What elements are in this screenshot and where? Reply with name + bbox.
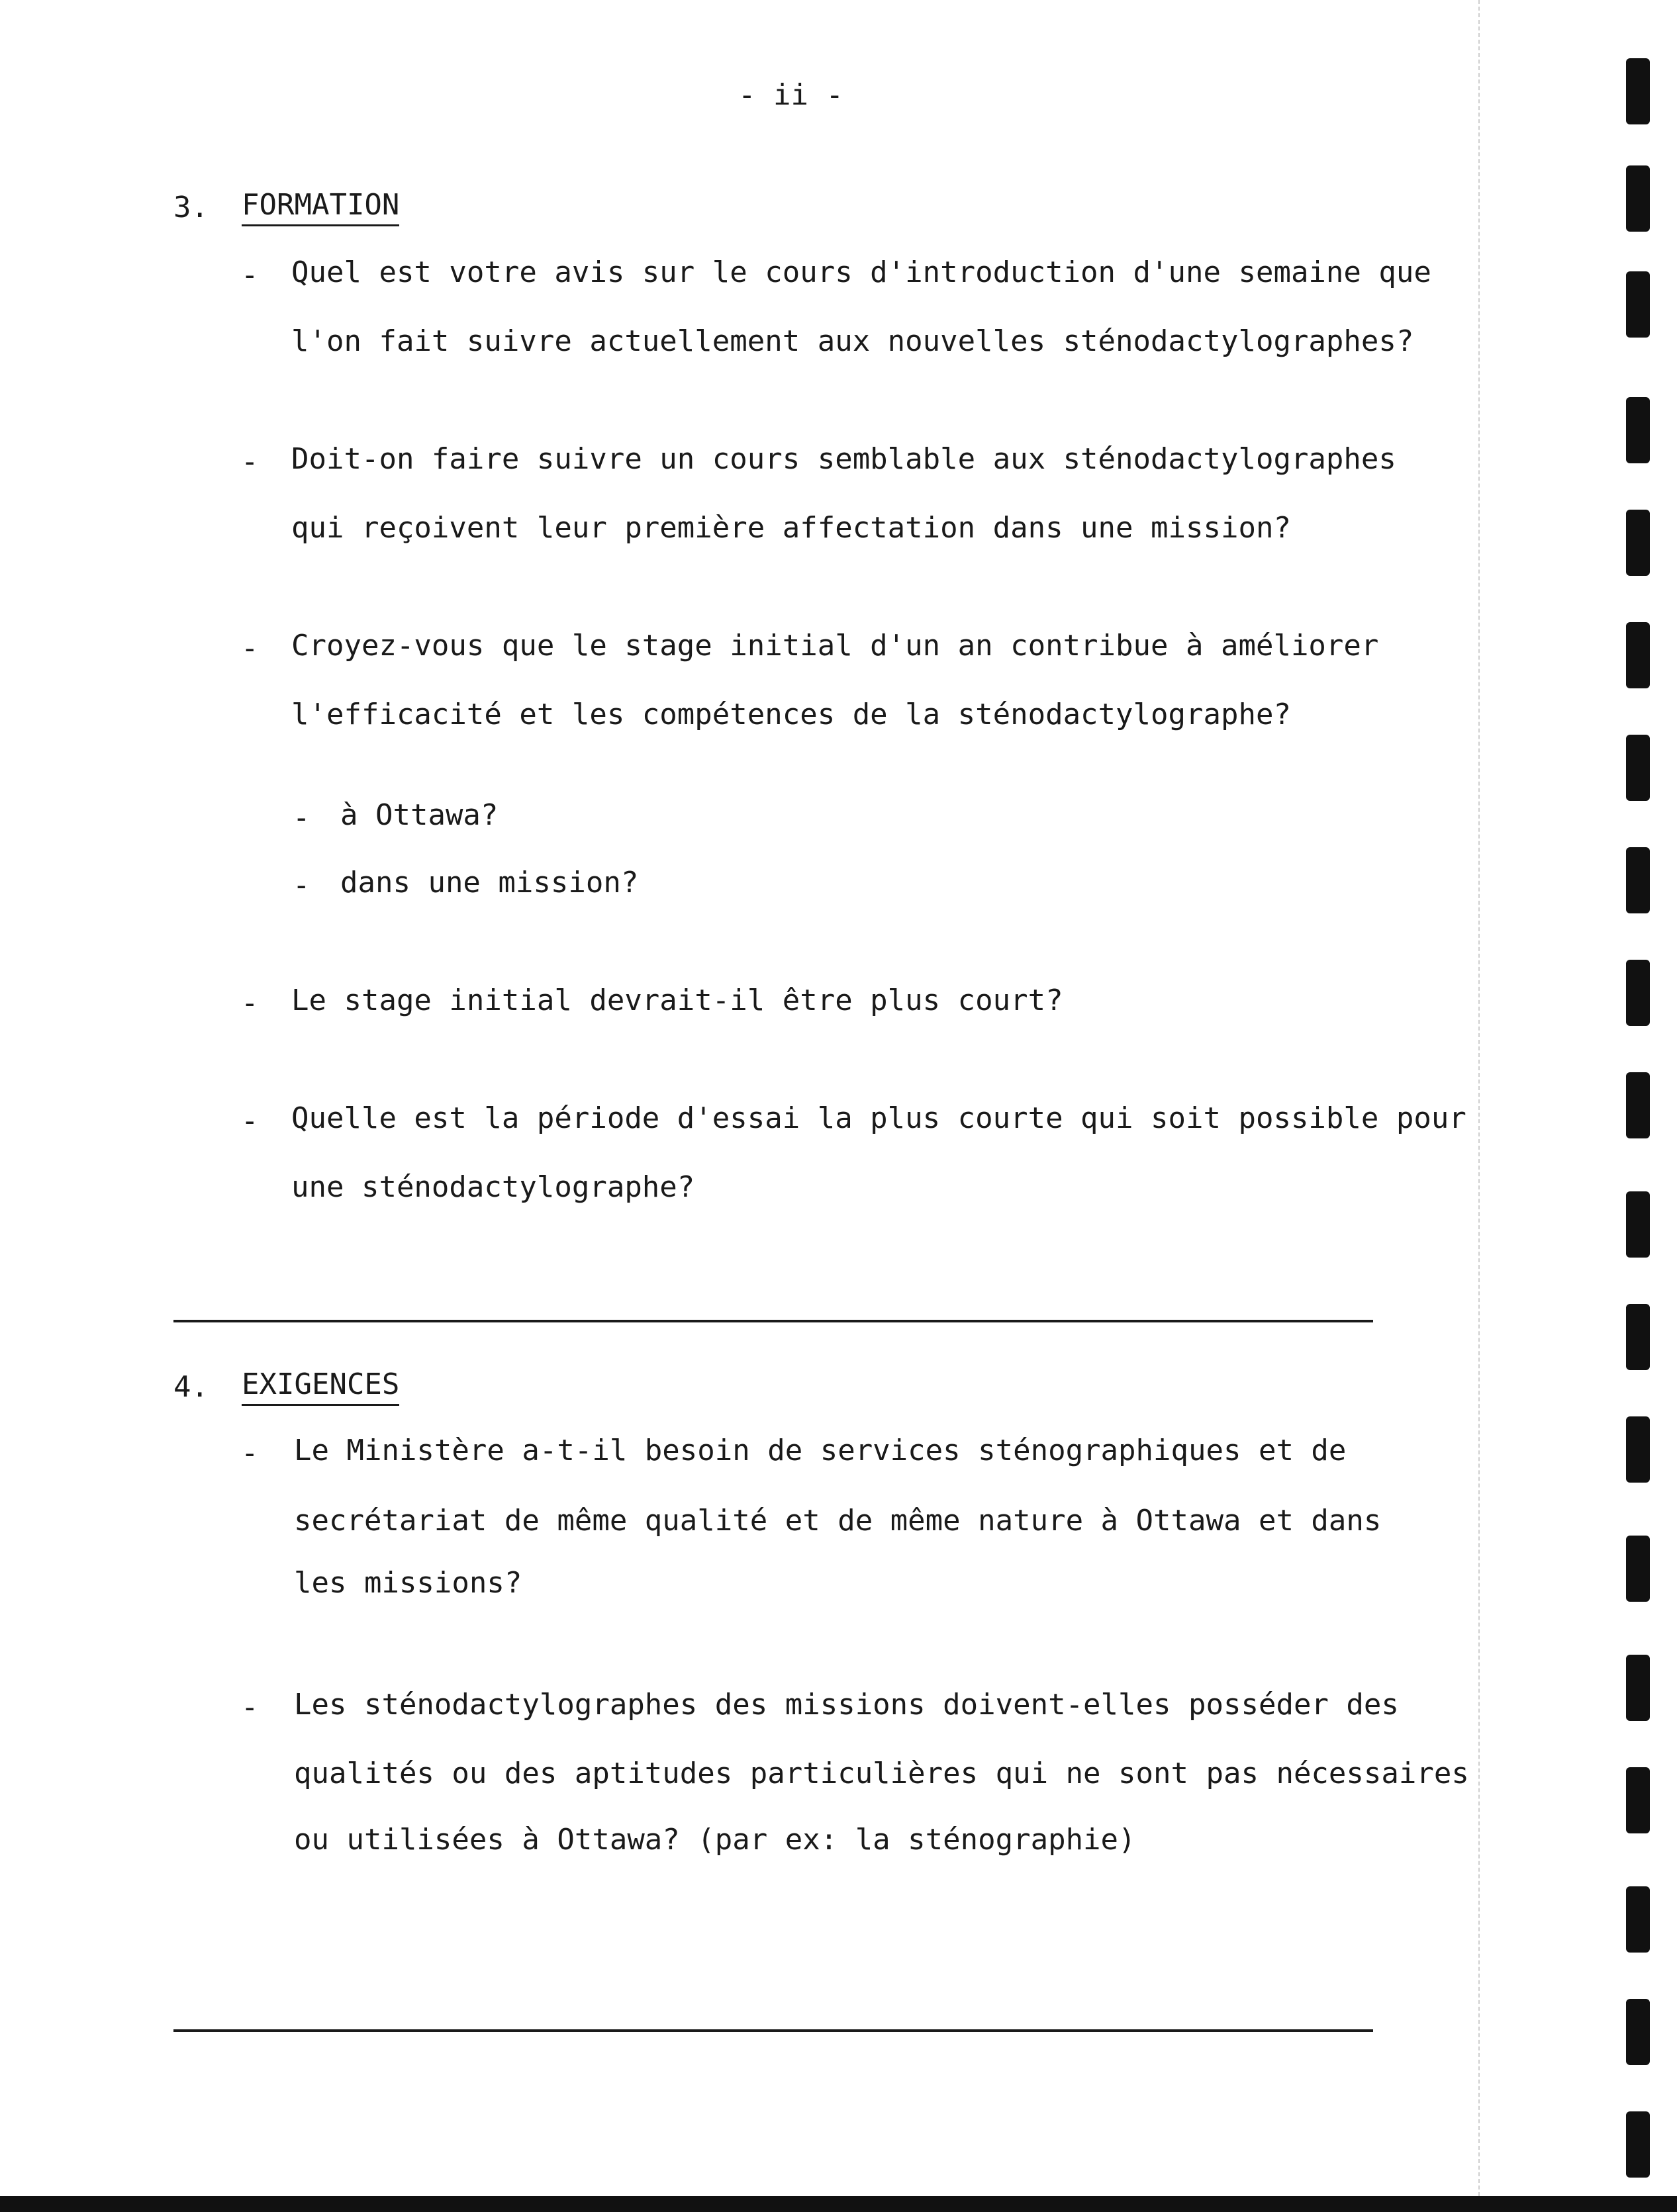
section-3-title: FORMATION <box>242 188 399 226</box>
item-line: l'on fait suivre actuellement aux nouvelles sténodactylographes? <box>291 324 1414 358</box>
item-line: qui reçoivent leur première affectation dans une mission? <box>291 511 1291 545</box>
binder-hole <box>1626 1191 1650 1258</box>
section-divider <box>173 1320 1373 1322</box>
binder-hole <box>1626 271 1650 338</box>
bullet-dash: - <box>241 631 259 665</box>
bullet-dash: - <box>241 258 259 292</box>
page-number: - ii - <box>738 78 843 112</box>
item-line: Croyez-vous que le stage initial d'un an contribue à améliorer <box>291 629 1379 663</box>
item-line: Quel est votre avis sur le cours d'introduction d'une semaine que <box>291 255 1431 289</box>
item-line: l'efficacité et les compétences de la sténodactylographe? <box>291 698 1291 731</box>
section-3-number: 3. <box>173 191 209 224</box>
binder-hole <box>1626 165 1650 232</box>
item-line: les missions? <box>294 1566 522 1600</box>
bullet-dash: - <box>241 1104 259 1138</box>
bullet-dash: - <box>241 1690 259 1724</box>
binder-hole <box>1626 1304 1650 1370</box>
binder-hole <box>1626 58 1650 124</box>
binder-hole <box>1626 1767 1650 1833</box>
sub-bullet-dash: - <box>293 868 311 902</box>
item-line: ou utilisées à Ottawa? (par ex: la sténographie) <box>294 1823 1136 1857</box>
binder-hole <box>1626 1655 1650 1721</box>
item-line: secrétariat de même qualité et de même nature à Ottawa et dans <box>294 1504 1382 1538</box>
item-line: Les sténodactylographes des missions doivent-elles posséder des <box>294 1688 1399 1722</box>
binder-hole <box>1626 1072 1650 1138</box>
binding-line <box>1478 0 1480 2196</box>
binder-hole <box>1626 2111 1650 2178</box>
section-4-number: 4. <box>173 1370 209 1404</box>
item-line: Le stage initial devrait-il être plus court? <box>291 984 1063 1017</box>
binder-hole <box>1626 847 1650 913</box>
bullet-dash: - <box>241 1436 259 1470</box>
sub-item: dans une mission? <box>340 866 639 899</box>
item-line: qualités ou des aptitudes particulières qui ne sont pas nécessaires <box>294 1757 1469 1790</box>
binder-hole <box>1626 1886 1650 1953</box>
scan-bottom-edge <box>0 2196 1677 2212</box>
sub-bullet-dash: - <box>293 801 311 835</box>
sub-item: à Ottawa? <box>340 798 499 832</box>
section-divider <box>173 2029 1373 2032</box>
item-line: Le Ministère a-t-il besoin de services sténographiques et de <box>294 1434 1347 1467</box>
binder-hole <box>1626 1416 1650 1483</box>
binder-hole <box>1626 960 1650 1026</box>
item-line: Quelle est la période d'essai la plus courte qui soit possible pour <box>291 1101 1466 1135</box>
binder-hole <box>1626 510 1650 576</box>
bullet-dash: - <box>241 986 259 1020</box>
binder-hole <box>1626 1536 1650 1602</box>
bullet-dash: - <box>241 445 259 479</box>
item-line: Doit-on faire suivre un cours semblable aux sténodactylographes <box>291 442 1396 476</box>
binder-hole <box>1626 397 1650 463</box>
section-4-title: EXIGENCES <box>242 1367 399 1406</box>
binder-hole <box>1626 735 1650 801</box>
binder-hole <box>1626 622 1650 688</box>
binder-hole <box>1626 1999 1650 2065</box>
item-line: une sténodactylographe? <box>291 1170 695 1204</box>
